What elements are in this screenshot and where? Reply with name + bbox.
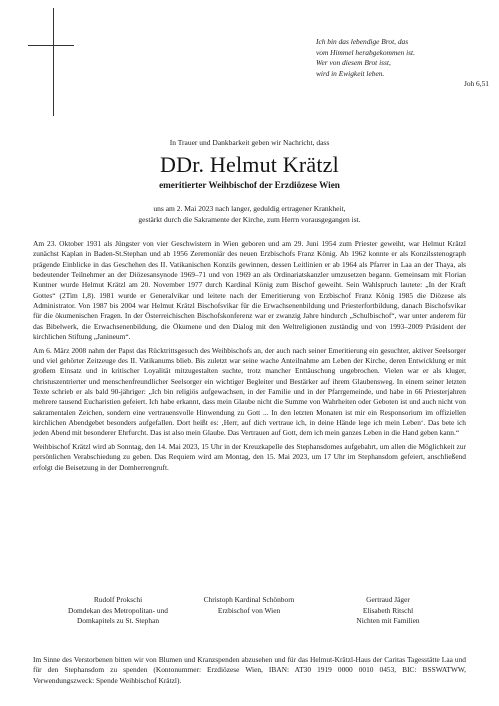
signatory — [313, 595, 463, 627]
deceased-name: DDr. Helmut Krätzl — [160, 152, 339, 177]
deceased-title: emeritierter Weihbischof der Erzdiözese Wien — [159, 180, 340, 190]
quote-line: wird in Ewigkeit leben. — [316, 68, 385, 78]
passing-notice — [0, 203, 499, 225]
biography-paragraph: Am 23. Oktober 1931 als Jüngster von vier Geschwistern in Wien geboren und am 29. Juni 1954 zum Priester geweiht, war Helmut Krätzl zunächst Kaplan in Baden-St.Stephan und ab 1956 Zeremoniär des neuen Erzbischofs Franz König. Ab 1962 konnte er als Konzilsstenograph prägende Einblicke in das Geschehen des II. Vatikanischen Konzils gewinnen, dessen Leitlinien er ab 1964 als Pfarrer in Laa an der Thaya, als bedeutender Teilnehmer an der Diözesansynode 1969–71 und von 1969 an als Ordinariatskanzler umzusetzen begann. Gemeinsam mit Florian Kuntner wurde Helmut Krätzl am 20. November 1977 durch Kardinal König zum Bischof geweiht. Sein Wahlspruch lautete: „In der Kraft Gottes“ (2Tim 1,8). 1981 wurde er Generalvikar und leitete nach der Emeritierung von Erzbischof Franz König 1985 die Diözese als Administrator. Von 1987 bis 2004 war Helmut Krätzl Bischofsvikar für die Erwachsenenbildung und Priesterfortbildung, danach Bischofsvikar für die ökumenischen Fragen. In der Österreichischen Bischofskonferenz war er zwanzig Jahre hindurch „Schulbischof“, war unter anderem für das Bibelwerk, die Erwachsenenbildung, die Ökumene und den Dialog mit den Weltreligionen zuständig und von 1993–2009 Präsident der kirchlichen Stiftung „Janineum“. — [33, 239, 466, 342]
announcement-line: In Trauer und Dankbarkeit geben wir Nachricht, dass — [169, 138, 330, 147]
signatory-line: Gertraud Jäger — [366, 595, 410, 604]
cross-horizontal-bar — [28, 45, 74, 46]
quote-reference: Joh 6,51 — [463, 79, 489, 88]
bible-quote — [316, 37, 496, 88]
biography-paragraph: Am 6. März 2008 nahm der Papst das Rücktrittsgesuch des Weihbischofs an, der auch nach seiner Emeritierung ein gesuchter, aktiver Seelsorger und viel gehörter Zeitzeuge des II. Vatikanums blieb. Bis zuletzt war seine wache Anteilnahme am Leben der Kirche, deren Entwicklung er mit großem Einsatz und in kritischer Loyalität mitzugestalten suchte, trotz mancher Enttäuschung ungebrochen. Vielen war er als kluger, christuszentrierter und menschenfreundlicher Seelsorger ein wichtiger Begleiter und Bestärker auf ihrem Glaubensweg. In einem seiner letzten Texte schrieb er als bald 90-jähriger: „Ich bin religiös aufgewachsen, in der Familie und in der Pfarrgemeinde, und habe in 66 Priesterjahren mehrere tausend Eucharistien gefeiert. Ich habe erkannt, dass mein Glaube nicht die Summe von Wahrheiten oder Geboten ist und auch nicht von sakramentalen Zeichen, sondern eine vertrauensvolle Hinwendung zu Gott ... In den letzten Monaten ist mir ein Responsorium im offiziellen kirchlichen Abendgebet besonders aufgefallen. Dort heißt es: ‚Herr, auf dich vertraue ich, in deine Hände lege ich mein Leben‘. Das bete ich jeden Abend mit besonderer Ehrfurcht. Das ist also mein Glaube. Das Vertrauen auf Gott, dem ich mein ganzes Leben in die Hand geben kann.“ — [33, 345, 466, 438]
quote-line: Ich bin das lebendige Brot, das — [316, 37, 409, 46]
donation-note: Im Sinne des Verstorbenen bitten wir von Blumen und Kranzspenden abzusehen und für das Helmut-Krätzl-Haus der Caritas Tagesstätte Laa und für den Stephansdom zu spenden (Kontonummer: Erzdiözese Wien, IBAN: AT30 1919 0000 0010 0453, BIC: BSSWATWW, Verwendungszweck: Spende Weihbischof Krätzl). — [33, 655, 466, 685]
signatory-line: Domkapitels zu St. Stephan — [76, 616, 160, 625]
signatory-line: Elisabeth Ritschl — [362, 605, 414, 615]
quote-line: vom Himmel herabgekommen ist. — [316, 47, 415, 57]
signatory-line: Erzbischof von Wien — [217, 605, 281, 615]
quote-line: Wer von diesem Brot isst, — [316, 58, 391, 68]
cross-vertical-bar — [53, 8, 54, 116]
cross-symbol — [28, 8, 74, 116]
signatory — [161, 595, 337, 616]
funeral-details-paragraph: Weihbischof Krätzl wird ab Sonntag, den 14. Mai 2023, 15 Uhr in der Kreuzkapelle des Stephansdomes aufgebahrt, um allen die Möglichkeit zur persönlichen Verabschiedung zu geben. Das Requiem wird am Montag, den 15. Mai 2023, um 17 Uhr im Stephansdom gefeiert, anschließend erfolgt die Beisetzung in der Domherrengruft. — [33, 441, 466, 472]
signatory-line: Christoph Kardinal Schönborn — [203, 595, 295, 604]
biography — [33, 239, 466, 476]
passing-line: gestärkt durch die Sakramente der Kirche, zum Herrn vorausgegangen ist. — [138, 215, 361, 224]
signatory-line: Nichten mit Familien — [356, 616, 420, 625]
passing-line: uns am 2. Mai 2023 nach langer, geduldig ertragener Krankheit, — [153, 204, 346, 213]
signatory-line: Domdekan des Metropolitan- und — [68, 605, 168, 615]
signatory-line: Rudolf Prokschi — [93, 595, 143, 604]
